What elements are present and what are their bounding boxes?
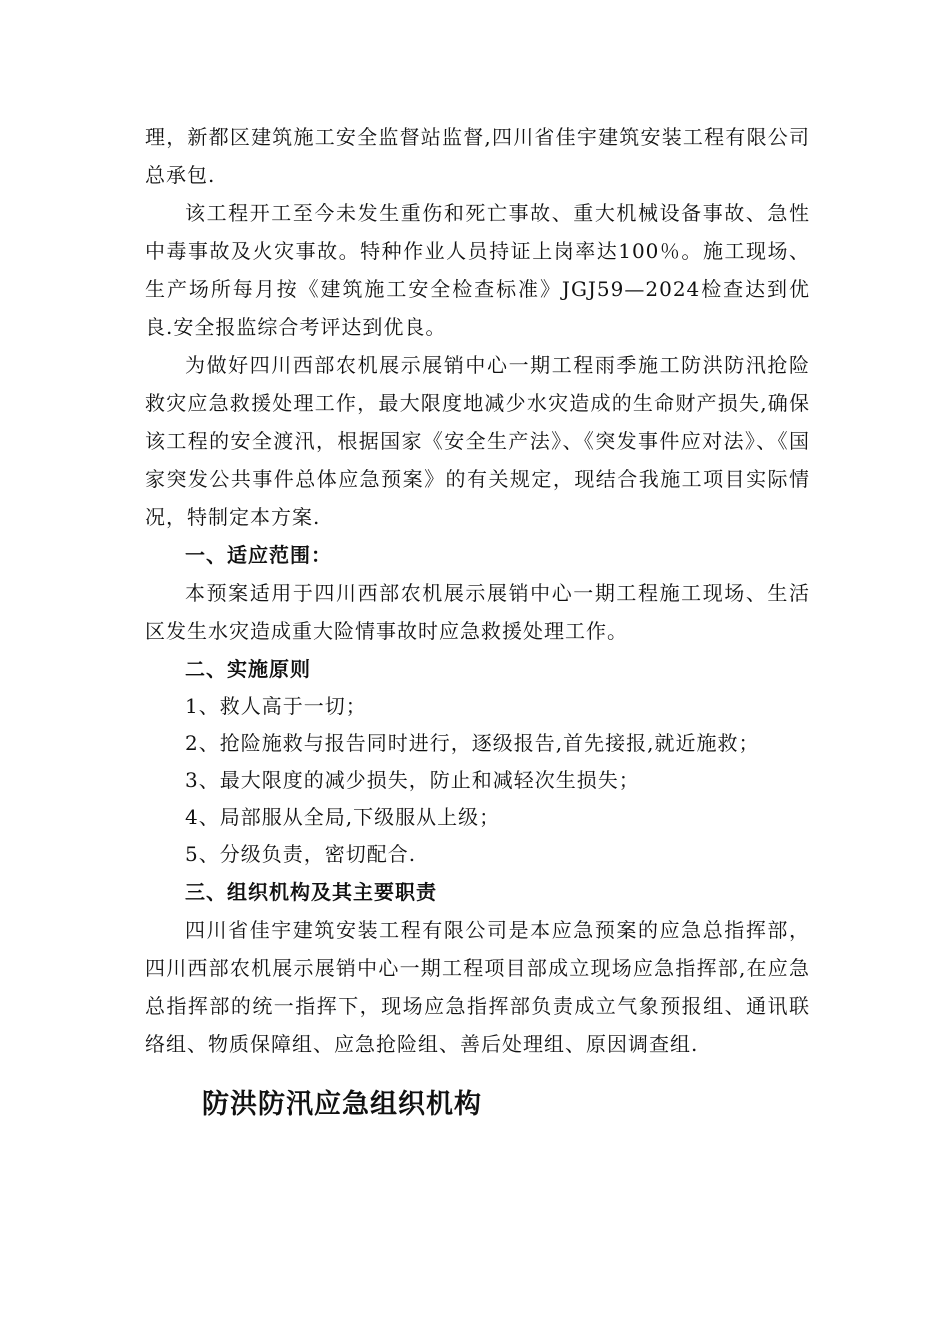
paragraph-scope: 本预案适用于四川西部农机展示展销中心一期工程施工现场、生活区发生水灾造成重大险情事故时应急救援处理工作。 — [145, 581, 810, 643]
paragraph-safety-record: 该工程开工至今未发生重伤和死亡事故、重大机械设备事故、急性中毒事故及火灾事故。特种作业人员持证上岗率达100％。施工现场、生产场所每月按《建筑施工安全检查标准》JGJ59—2024检查达到优良.安全报监综合考评达到优良。 — [145, 201, 810, 339]
document-body — [145, 118, 810, 1063]
heading-organization: 三、组织机构及其主要职责 — [185, 880, 437, 904]
principle-item: 1、救人高于一切； — [185, 694, 367, 718]
section-title: 防洪防汛应急组织机构 — [202, 1089, 482, 1120]
heading-principles: 二、实施原则 — [185, 657, 311, 681]
heading-scope: 一、适应范围： — [185, 543, 332, 567]
principle-item: 4、局部服从全局,下级服从上级； — [185, 805, 501, 829]
paragraph-organization: 四川省佳宇建筑安装工程有限公司是本应急预案的应急总指挥部，四川西部农机展示展销中心一期工程项目部成立现场应急指挥部,在应急总指挥部的统一指挥下，现场应急指挥部负责成立气象预报组、通讯联络组、物质保障组、应急抢险组、善后处理组、原因调查组. — [145, 918, 810, 1056]
paragraph-continuation: 理，新都区建筑施工安全监督站监督,四川省佳宇建筑安装工程有限公司总承包. — [145, 125, 810, 187]
principle-item: 5、分级负责，密切配合. — [185, 842, 417, 866]
paragraph-purpose: 为做好四川西部农机展示展销中心一期工程雨季施工防洪防汛抢险救灾应急救援处理工作，最大限度地减少水灾造成的生命财产损失,确保该工程的安全渡汛，根据国家《安全生产法》、《突发事件应对法》、《国家突发公共事件总体应急预案》的有关规定，现结合我施工项目实际情况，特制定本方案. — [145, 353, 810, 529]
principle-item: 3、最大限度的减少损失，防止和减轻次生损失； — [185, 768, 640, 792]
principle-item: 2、抢险施救与报告同时进行，逐级报告,首先接报,就近施救； — [185, 731, 760, 755]
